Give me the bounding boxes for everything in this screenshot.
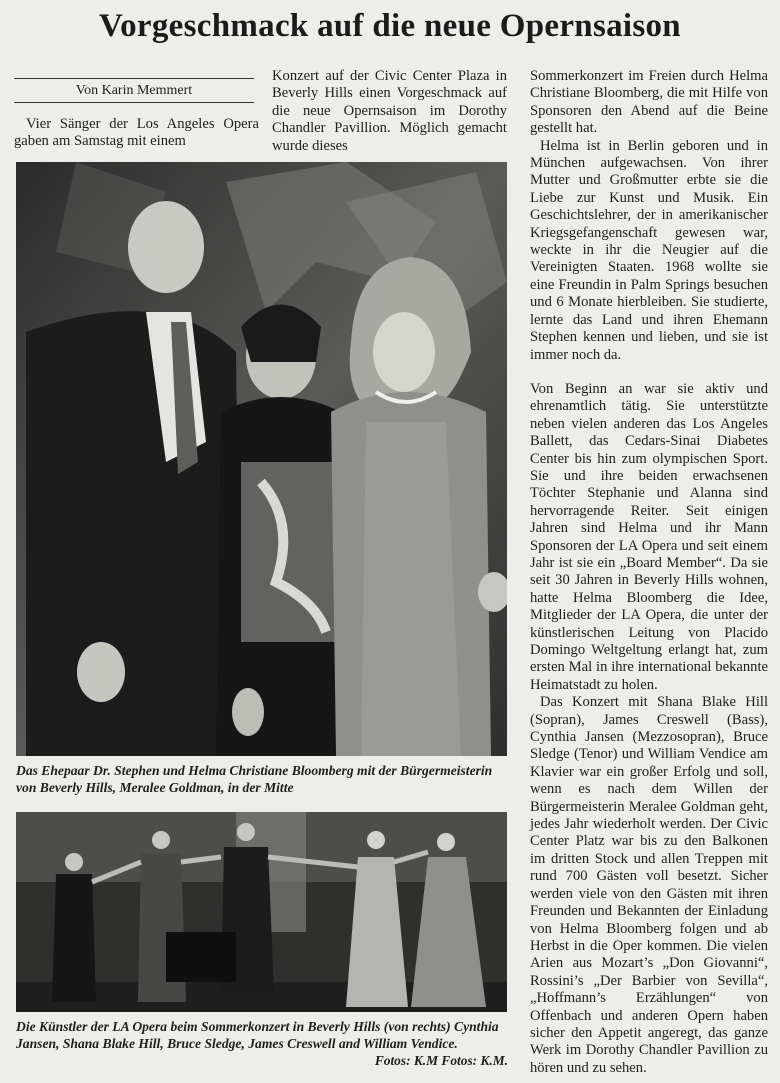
article-body-right [530, 68, 768, 1077]
paragraph-1: Sommerkonzert im Freien durch Helma Christiane Bloomberg, die mit Hilfe von Sponsoren den Abend auf die Beine gestellt hat. [530, 68, 768, 137]
photo-opera-singers-image [16, 812, 507, 1012]
byline: Von Karin Memmert [75, 83, 193, 98]
paragraph-4: Das Konzert mit Shana Blake Hill (Sopran), James Creswell (Bass), Cynthia Jansen (Mezzosopran), Bruce Sledge (Tenor) und William Vendice am Klavier war ein großer Erfolg und soll, wenn es nach dem Willen der Bürgermeisterin Meralee Goldman geht, jedes Jahr wiederholt werden. Der Civic Center Platz war bis zu den Balkonen im dritten Stock und allen Treppen mit rund 700 Gästen voll besetzt. Sicher werden viele von den Gästen mit ihren Freunden und Bekannten der Einladung von Helma Bloomberg folgen und ab Herbst in die Oper kommen. Die vielen Arien aus Mozart’s „Don Giovanni“, Rossini’s „Der Barbier von Sevilla“, „Hoffmann’s Erzählungen“ von Offenbach und anderen Opern haben sicher den Appetit angeregt, das ganze Werk im Dorothy Chandler Pavillion zu hören und zu sehen. [530, 694, 768, 1076]
byline-rule-bottom [14, 102, 254, 103]
photo-caption-1: Das Ehepaar Dr. Stephen und Helma Christiane Bloomberg mit der Bürgermeisterin von Beverly Hills, Meralee Goldman, in der Mitte [16, 763, 493, 795]
byline-rule-top [14, 78, 254, 79]
photo-opera-singers [16, 812, 507, 1012]
lead-text-middle: Konzert auf der Civic Center Plaza in Beverly Hills einen Vorgeschmack auf die neue Opernsaison im Dorothy Chandler Pavillion. Möglich gemacht wurde dieses [272, 68, 507, 154]
paragraph-2: Helma ist in Berlin geboren und in München aufgewachsen. Von ihrer Mutter und Großmutter erbte sie die Liebe zur Kunst und Musik. Ein Geschichtslehrer, der in amerikanischer Kriegsgefangenschaft gewesen war, weckte in ihr die Neugier auf die Vereinigten Staaten. 1968 wollte sie eine Freundin in Palm Springs besuchen und 6 Monate hierbleiben. Sie studierte, lernte das Land und ihren Ehemann Stephen kennen und lieben, und sie ist immer noch da. [530, 137, 768, 363]
photo-bloomberg-couple [16, 162, 507, 756]
photo-credit: Fotos: K.M Fotos: K.M. [374, 1053, 508, 1068]
lead-text-left: Vier Sänger der Los Angeles Opera gaben am Samstag mit einem [14, 116, 259, 150]
photo-caption-2: Die Künstler der LA Opera beim Sommerkonzert in Beverly Hills (von rechts) Cynthia Jansen, Shana Blake Hill, Bruce Sledge, James Creswell and William Vendice. [16, 1019, 499, 1051]
photo-bloomberg-couple-image [16, 162, 507, 756]
headline: Vorgeschmack auf die neue Opernsaison [99, 8, 681, 44]
paragraph-3: Von Beginn an war sie aktiv und ehrenamtlich tätig. Sie unterstützte neben vielen anderen das Los Angeles Ballett, das Cedars-Sinai Diabetes Center bis hin zum olympischen Sport. Sie und ihre beiden erwachsenen Töchter Stephanie und Alanna sind hervorragende Reiter. Seit einigen Jahren sind Helma und ihr Mann Sponsoren der LA Opera und seit einem Jahr ist sie ein „Board Member“. Da sie seit 30 Jahren in Beverly Hills wohnen, hatte Helma Bloomberg die Idee, Mitglieder der LA Opera, die unter der künstlerischen Leitung von Placido Domingo Weltgeltung erlangt hat, zum ersten Mal in ihre international bekannte Heimatstadt zu holen. [530, 380, 768, 693]
